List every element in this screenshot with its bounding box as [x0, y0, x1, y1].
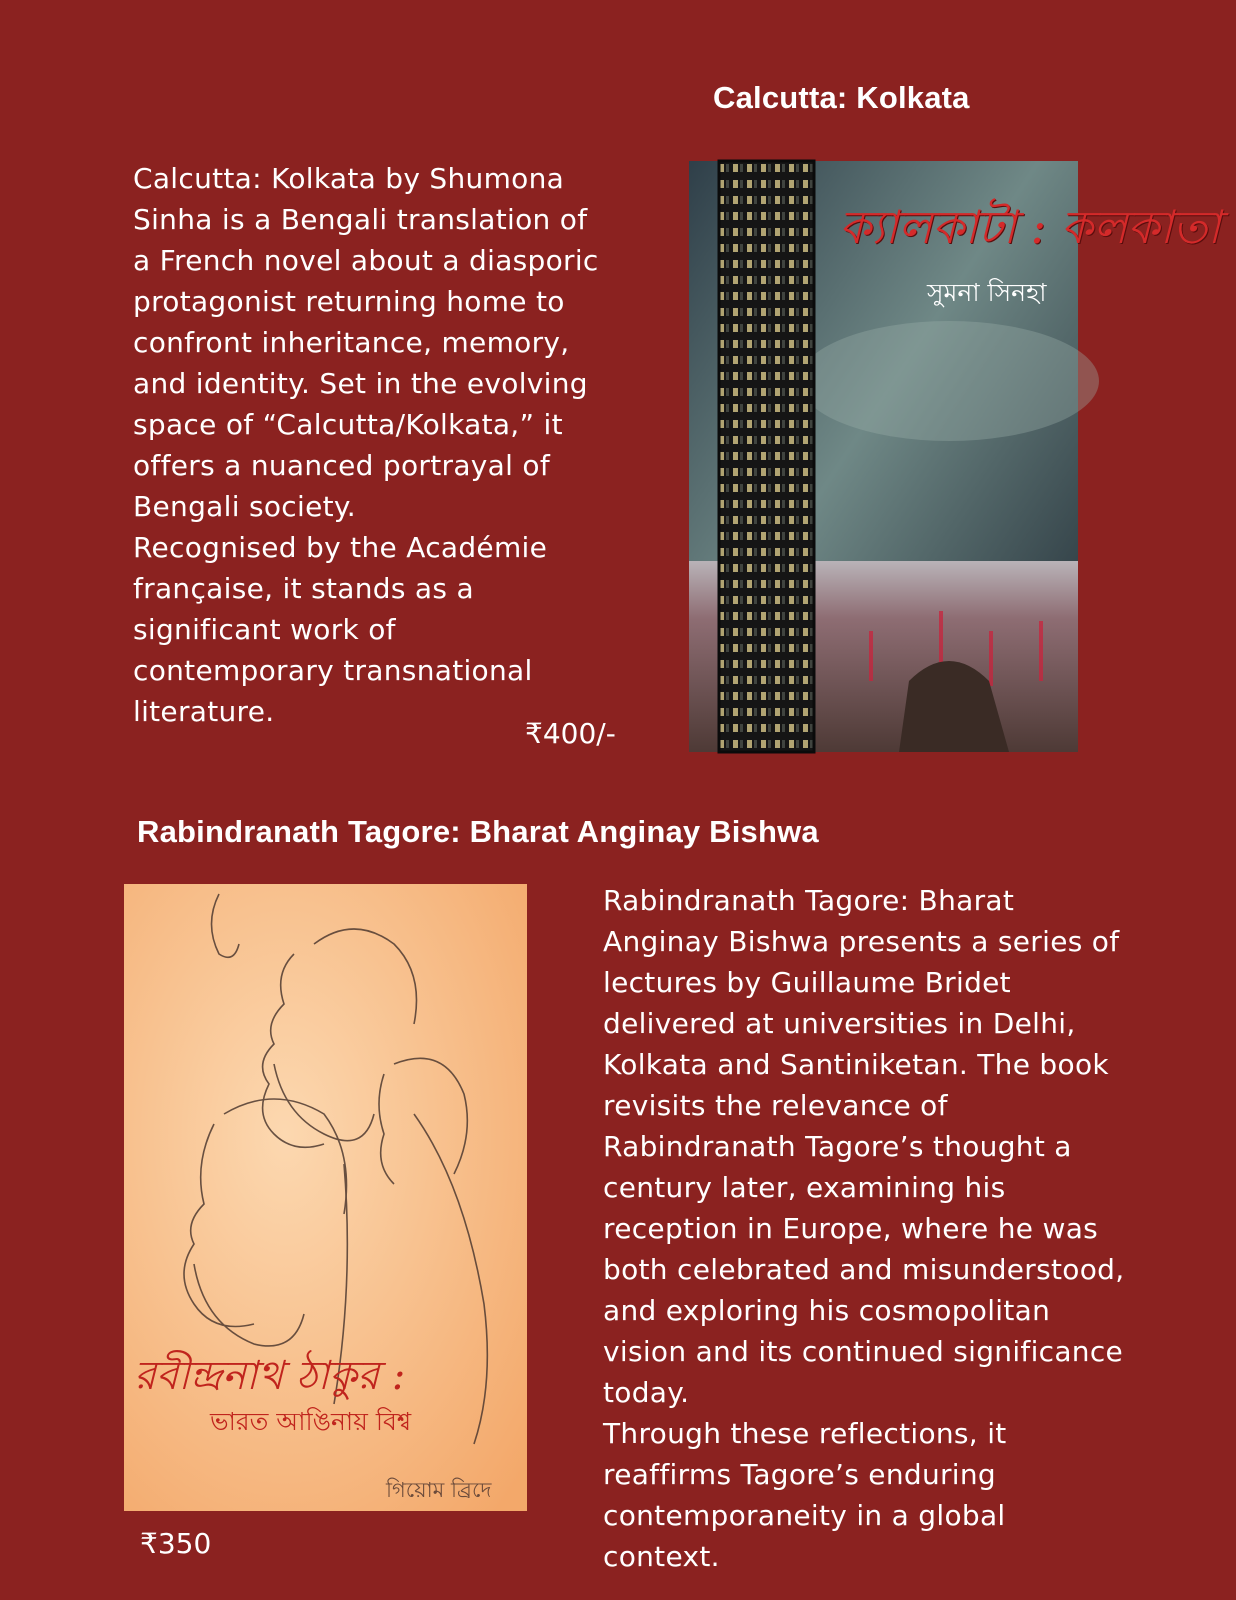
book-title-rabindranath-tagore: Rabindranath Tagore: Bharat Anginay Bishwa — [137, 814, 819, 849]
book-cover-rabindranath-tagore — [124, 884, 527, 1511]
price-rabindranath-tagore: ₹350 — [140, 1527, 212, 1560]
cover-title-bengali: ক্যালকাটা : কলকাতা — [839, 200, 1221, 254]
cover-author-bengali: গিয়োম ব্রিদে — [386, 1478, 492, 1502]
book-description-calcutta-kolkata: Calcutta: Kolkata by Shumona Sinha is a Bengali translation of a French novel about a diasporic protagonist returning home to confront inheritance, memory, and identity. Set in the evolving space of “Calcutta/Kolkata,” it offers a nuanced portrayal of Bengali society. Recognised by the Académie française, it stands as a significant work of contemporary transnational literature. — [133, 162, 599, 728]
book-title-calcutta-kolkata: Calcutta: Kolkata — [713, 80, 970, 115]
price-calcutta-kolkata: ₹400/- — [525, 717, 616, 750]
book-cover-calcutta-kolkata — [689, 161, 1221, 752]
cover-title-bengali: রবীন্দ্রনাথ ঠাকুর : — [134, 1353, 406, 1399]
cover-subtitle-bengali: ভারত আঙিনায় বিশ্ব — [210, 1407, 412, 1436]
book-description-rabindranath-tagore: Rabindranath Tagore: Bharat Anginay Bishwa presents a series of lectures by Guillaume Bridet delivered at universities in Delhi, Kolkata and Santiniketan. The book revisits the relevance of Rabindranath Tagore’s thought a century later, examining his reception in Europe, where he was both celebrated and misunderstood, and exploring his cosmopolitan vision and its continued significance today. Through these reflections, it reaffirms Tagore’s enduring contemporaneity in a global context. — [603, 884, 1125, 1573]
cover-author-bengali: সুমনা সিনহা — [927, 278, 1047, 307]
